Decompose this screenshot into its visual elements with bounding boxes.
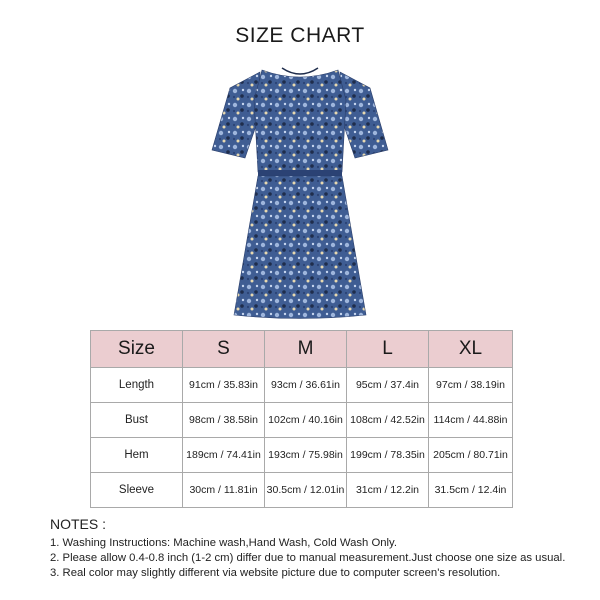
table-row — [91, 368, 513, 403]
table-cell: 91cm / 35.83in — [183, 368, 265, 403]
header-cell-l: L — [347, 331, 429, 368]
row-label-bust: Bust — [91, 403, 183, 438]
table-header-row — [91, 331, 513, 368]
note-item: 2. Please allow 0.4-0.8 inch (1-2 cm) differ due to manual measurement.Just choose one size as usual. — [50, 552, 566, 564]
table-cell: 102cm / 40.16in — [265, 403, 347, 438]
table-cell: 193cm / 75.98in — [265, 438, 347, 473]
table-cell: 95cm / 37.4in — [347, 368, 429, 403]
note-item: 1. Washing Instructions: Machine wash,Hand Wash, Cold Wash Only. — [50, 537, 397, 549]
size-chart-table — [90, 330, 513, 508]
table-cell: 205cm / 80.71in — [429, 438, 513, 473]
table-cell: 199cm / 78.35in — [347, 438, 429, 473]
dress-illustration — [190, 60, 410, 322]
table-cell: 97cm / 38.19in — [429, 368, 513, 403]
table-cell: 108cm / 42.52in — [347, 403, 429, 438]
dress-image — [190, 60, 410, 322]
table-cell: 98cm / 38.58in — [183, 403, 265, 438]
page-title: SIZE CHART — [235, 24, 365, 47]
row-label-hem: Hem — [91, 438, 183, 473]
note-item: 3. Real color may slightly different via website picture due to computer screen's resolution. — [50, 567, 501, 579]
table-cell: 114cm / 44.88in — [429, 403, 513, 438]
header-cell-xl: XL — [429, 331, 513, 368]
notes-section — [50, 517, 580, 581]
table-row — [91, 473, 513, 508]
table-row — [91, 438, 513, 473]
row-label-sleeve: Sleeve — [91, 473, 183, 508]
table-cell: 93cm / 36.61in — [265, 368, 347, 403]
table-cell: 31.5cm / 12.4in — [429, 473, 513, 508]
header-cell-s: S — [183, 331, 265, 368]
header-cell-m: M — [265, 331, 347, 368]
table-cell: 30.5cm / 12.01in — [265, 473, 347, 508]
row-label-length: Length — [91, 368, 183, 403]
table-row — [91, 403, 513, 438]
table-cell: 31cm / 12.2in — [347, 473, 429, 508]
header-cell-size: Size — [91, 331, 183, 368]
table-cell: 189cm / 74.41in — [183, 438, 265, 473]
notes-title: NOTES : — [50, 516, 107, 532]
table-cell: 30cm / 11.81in — [183, 473, 265, 508]
